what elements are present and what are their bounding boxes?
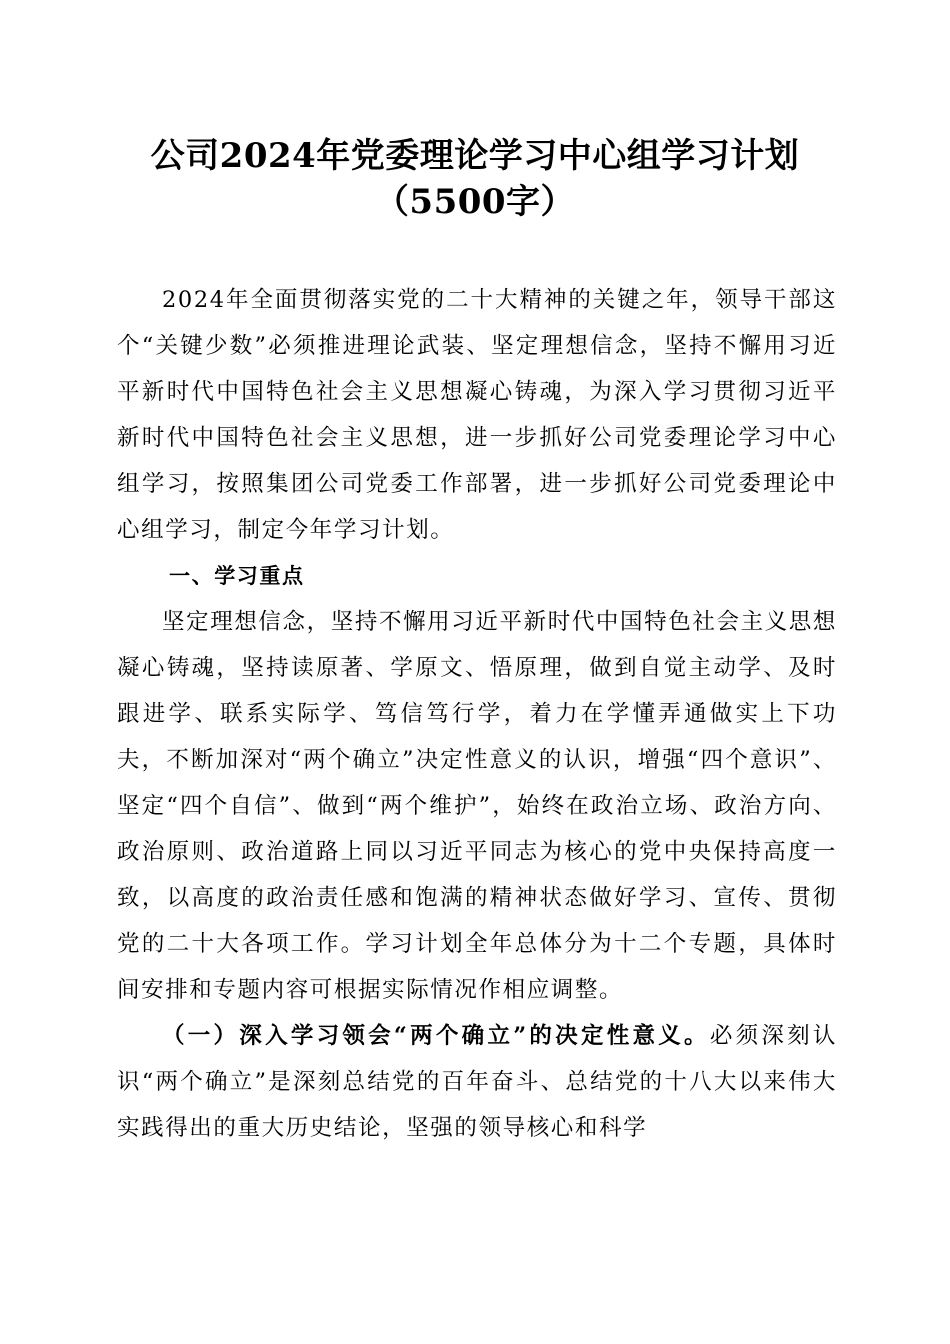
title-line-1: 公司2024年党委理论学习中心组学习计划 — [150, 136, 800, 176]
study-focus-paragraph: 坚定理想信念，坚持不懈用习近平新时代中国特色社会主义思想凝心铸魂，坚持读原著、学原文、悟原理，做到自觉主动学、及时跟进学、联系实际学、笃信笃行学，着力在学懂弄通做实上下功夫，不断加深对“两个确立”决定性意义的认识，增强“四个意识”、坚定“四个自信”、做到“两个维护”，始终在政治立场、政治方向、政治原则、政治道路上同以习近平同志为核心的党中央保持高度一致，以高度的政治责任感和饱满的精神状态做好学习、宣传、贯彻党的二十大各项工作。学习计划全年总体分为十二个专题，具体时间安排和专题内容可根据实际情况作相应调整。 — [117, 609, 837, 1003]
item-1-heading: （一）深入学习领会“两个确立”的决定性意义。 — [162, 1023, 710, 1049]
section-heading-study-focus: 一、学习重点 — [169, 564, 305, 588]
item-1-paragraph — [117, 1013, 837, 1151]
intro-paragraph: 2024年全面贯彻落实党的二十大精神的关键之年，领导干部这个“关键少数”必须推进理论武装、坚定理想信念，坚持不懈用习近平新时代中国特色社会主义思想凝心铸魂，为深入学习贯彻习近平新时代中国特色社会主义思想，进一步抓好公司党委理论学习中心组学习，按照集团公司党委工作部署，进一步抓好公司党委理论中心组学习，制定今年学习计划。 — [117, 287, 837, 543]
document-body — [117, 277, 837, 1151]
title-line-2: （5500字） — [374, 182, 576, 222]
item-1-text: 必须深刻认识“两个确立”是深刻总结党的百年奋斗、总结党的十八大以来伟大实践得出的重大历史结论，坚强的领导核心和科学 — [117, 1023, 837, 1141]
document-title — [0, 133, 950, 225]
